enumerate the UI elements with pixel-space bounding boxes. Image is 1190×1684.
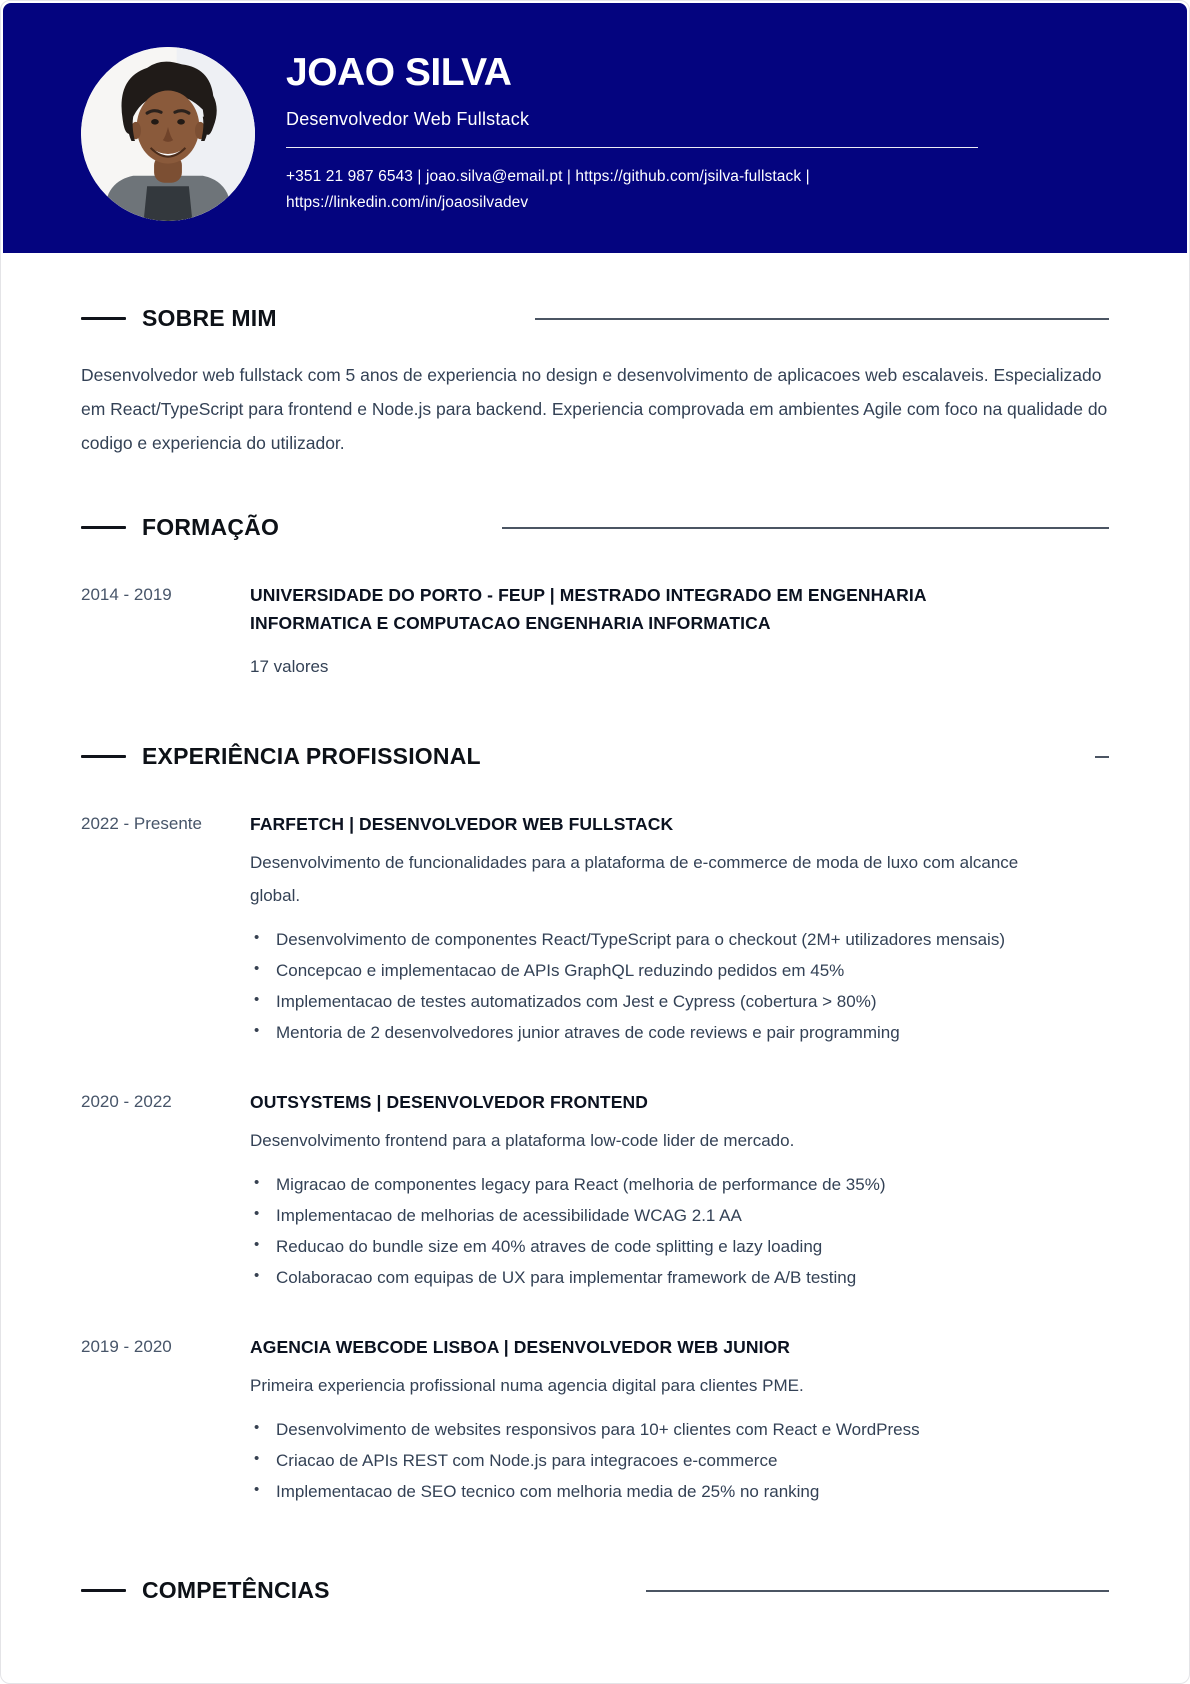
contact-info: +351 21 987 6543 | joao.silva@email.pt | https://github.com/jsilva-fullstack | https://linkedin.com/in/joaosilvadev <box>286 168 810 211</box>
section-title-skills: COMPETÊNCIAS <box>142 1577 330 1603</box>
job-entry <box>81 1088 1109 1293</box>
bullet-item: • Desenvolvimento de componentes React/TypeScript para o checkout (2M+ utilizadores mensais) <box>250 924 1050 955</box>
about-text: Desenvolvedor web fullstack com 5 anos de experiencia no design e desenvolvimento de aplicacoes web escalaveis. Especializado em React/TypeScript para frontend e Node.js para backend. Experiencia comprovada em ambientes Agile com foco na qualidade do codigo e experiencia do utilizador. <box>81 365 1108 453</box>
banner-divider <box>286 147 978 148</box>
bullet-item: • Implementacao de melhorias de acessibilidade WCAG 2.1 AA <box>250 1200 1050 1231</box>
section-dash-icon <box>81 317 126 320</box>
person-name: JOAO SILVA <box>286 51 512 94</box>
job-dates: 2019 - 2020 <box>81 1337 172 1356</box>
avatar <box>81 47 255 221</box>
job-dates: 2022 - Presente <box>81 814 202 833</box>
job-summary: Primeira experiencia profissional numa agencia digital para clientes PME. <box>250 1376 804 1395</box>
bullet-item: • Migracao de componentes legacy para React (melhoria de performance de 35%) <box>250 1169 1050 1200</box>
bullet-item: • Colaboracao com equipas de UX para implementar framework de A/B testing <box>250 1262 1050 1293</box>
section-title-about: SOBRE MIM <box>142 305 277 331</box>
section-header-about <box>81 305 1109 332</box>
bullet-item: • Mentoria de 2 desenvolvedores junior atraves de code reviews e pair programming <box>250 1017 1050 1048</box>
section-rule-short <box>1095 756 1109 758</box>
job-title: FARFETCH | DESENVOLVEDOR WEB FULLSTACK <box>250 814 674 834</box>
section-rule <box>502 527 1109 529</box>
section-header-experience <box>81 743 1109 770</box>
section-rule <box>646 1590 1109 1592</box>
job-title: OUTSYSTEMS | DESENVOLVEDOR FRONTEND <box>250 1092 648 1112</box>
avatar-illustration <box>81 47 255 221</box>
cv-body <box>1 305 1189 1604</box>
job-summary: Desenvolvimento de funcionalidades para a plataforma de e-commerce de moda de luxo com alcance global. <box>250 853 1019 905</box>
bullet-item: • Concepcao e implementacao de APIs GraphQL reduzindo pedidos em 45% <box>250 955 1050 986</box>
section-header-skills <box>81 1577 1109 1604</box>
section-header-education <box>81 514 1109 541</box>
bullet-item: • Desenvolvimento de websites responsivos para 10+ clientes com React e WordPress <box>250 1414 1050 1445</box>
person-job-title: Desenvolvedor Web Fullstack <box>286 109 530 129</box>
header-banner <box>3 3 1187 253</box>
section-title-experience: EXPERIÊNCIA PROFISSIONAL <box>142 743 481 769</box>
job-entry <box>81 1333 1109 1507</box>
section-dash-icon <box>81 1589 126 1592</box>
bullet-item: • Implementacao de SEO tecnico com melhoria media de 25% no ranking <box>250 1476 1050 1507</box>
section-rule <box>535 318 1109 320</box>
job-summary: Desenvolvimento frontend para a plataforma low-code lider de mercado. <box>250 1131 795 1150</box>
education-grade: 17 valores <box>250 657 329 676</box>
bullet-list <box>250 1169 1050 1293</box>
bullet-list <box>250 924 1050 1048</box>
bullet-item: • Criacao de APIs REST com Node.js para integracoes e-commerce <box>250 1445 1050 1476</box>
education-title: UNIVERSIDADE DO PORTO - FEUP | MESTRADO INTEGRADO EM ENGENHARIA INFORMATICA E COMPUTACAO ENGENHARIA INFORMATICA <box>250 585 926 633</box>
job-entry <box>81 810 1109 1048</box>
education-entry <box>81 581 1109 677</box>
section-dash-icon <box>81 526 126 529</box>
education-dates: 2014 - 2019 <box>81 585 172 604</box>
section-title-education: FORMAÇÃO <box>142 514 280 540</box>
bullet-item: • Implementacao de testes automatizados com Jest e Cypress (cobertura > 80%) <box>250 986 1050 1017</box>
bullet-item: • Reducao do bundle size em 40% atraves de code splitting e lazy loading <box>250 1231 1050 1262</box>
section-dash-icon <box>81 755 126 758</box>
job-title: AGENCIA WEBCODE LISBOA | DESENVOLVEDOR WEB JUNIOR <box>250 1337 791 1357</box>
bullet-list <box>250 1414 1050 1507</box>
job-dates: 2020 - 2022 <box>81 1092 172 1111</box>
